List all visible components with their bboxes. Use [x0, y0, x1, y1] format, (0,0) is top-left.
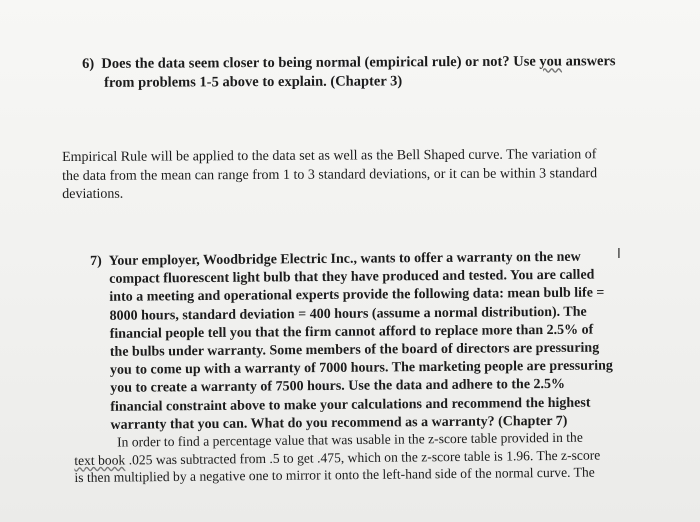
- question-7-line: compact fluorescent light bulb that they have produced and tested. You are called: [109, 267, 595, 288]
- question-7-number: 7): [90, 253, 102, 269]
- question-7-line: 8000 hours, standard deviation = 400 hours (assume a normal distribution). The: [109, 304, 587, 324]
- spellcheck-flagged-word: text book: [74, 451, 126, 468]
- answer-6-line: deviations.: [62, 186, 124, 202]
- question-7-line: you to create a warranty of 7500 hours. Use the data and adhere to the 2.5%: [110, 377, 566, 397]
- answer-7-line-text: .025 was subtracted from .5 to get .475, which on the z-score table is 1.96. The z-score: [125, 446, 601, 467]
- answer-6-line: the data from the mean can range from 1 to 3 standard deviations, or it can be within 3 standard: [62, 165, 598, 184]
- question-6-text-start: Does the data seem closer to being normal (empirical rule) or not? Use: [101, 53, 540, 72]
- question-6-text-end: answers: [561, 53, 616, 70]
- question-7-line: you to come up with a warranty of 7000 hours. The marketing people are pressuring: [109, 358, 613, 379]
- question-6-line-2: from problems 1-5 above to explain. (Chapter 3): [104, 73, 403, 91]
- spellcheck-flagged-word: you: [539, 53, 563, 70]
- answer-7-line: is then multiplied by a negative one to mirror it onto the left-hand side of the normal curve. The: [74, 464, 595, 485]
- question-6-line-1: [82, 52, 616, 74]
- question-7: [90, 248, 613, 435]
- answer-6-line: Empirical Rule will be applied to the data set as well as the Bell Shaped curve. The variation of: [62, 147, 597, 165]
- question-6-number: 6): [82, 55, 95, 72]
- question-7-line: the bulbs under warranty. Some members of the board of directors are pressuring: [109, 340, 600, 360]
- text-cursor-icon: I: [617, 247, 621, 262]
- question-6: [82, 52, 616, 93]
- question-7-line: warranty that you can. What do you recommend as a warranty? (Chapter 7): [110, 413, 568, 433]
- answer-6: [62, 146, 597, 204]
- question-7-line: financial constraint above to make your calculations and recommend the highest: [110, 395, 591, 415]
- answer-7-line: In order to find a percentage value that was usable in the z-score table provided in the: [117, 429, 583, 450]
- answer-7: [74, 428, 601, 486]
- question-7-line: into a meeting and operational experts provide the following data: mean bulb life =: [109, 285, 605, 306]
- question-7-line: financial people tell you that the firm cannot afford to replace more than 2.5% of: [109, 322, 594, 342]
- question-7-line-text: Your employer, Woodbridge Electric Inc., wants to offer a warranty on the new: [108, 249, 581, 269]
